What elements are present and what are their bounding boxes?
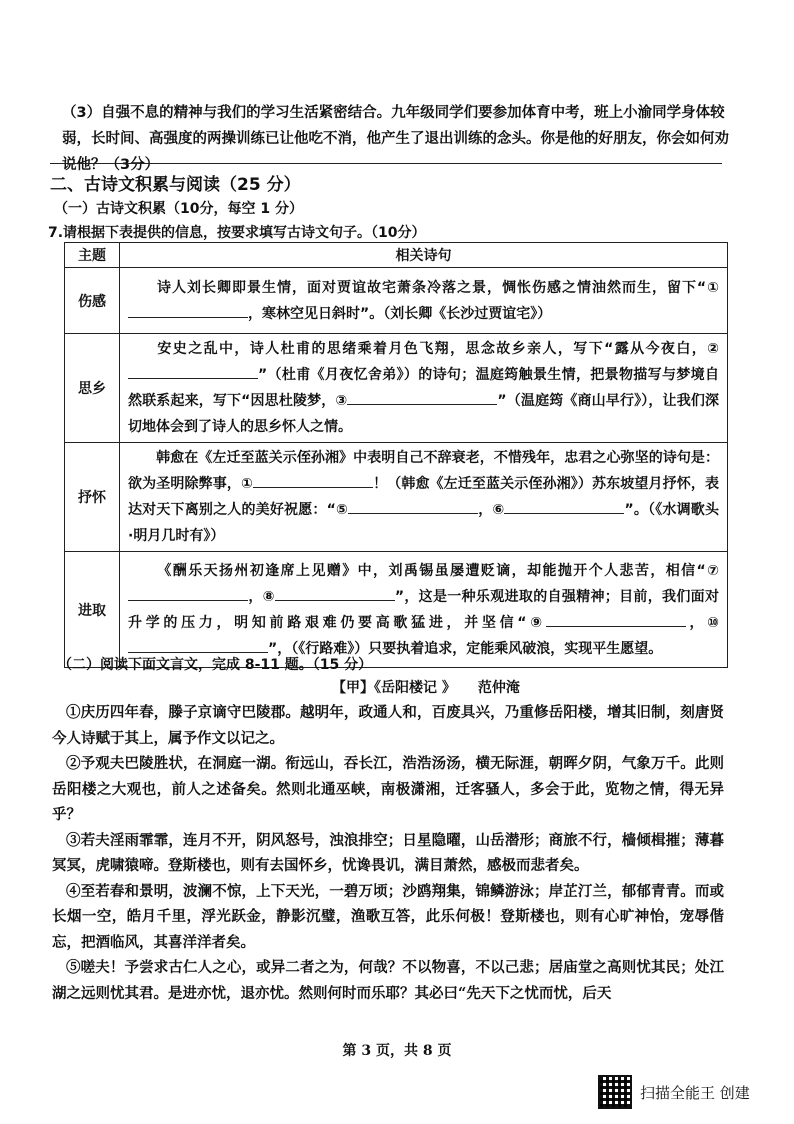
row-theme: 思乡 [65,334,120,443]
answer-blank[interactable] [253,471,373,488]
question-7-prompt: 7.请根据下表提供的信息，按要求填写古诗文句子。（10分） [48,225,426,241]
answer-blank[interactable] [128,584,248,601]
passage-paragraph: ④至若春和景明，波澜不惊，上下天光，一碧万顷；沙鸥翔集，锦鳞游泳；岸芷汀兰，郁郁青青。而或长烟一空，皓月千里，浮光跃金，静影沉璧，渔歌互答，此乐何极！登斯楼也，则有心旷神怡，宠辱偕忘，把酒临风，其喜洋洋者矣。 [52,882,724,951]
scanner-watermark: 扫描全能王 创建 [640,1084,750,1102]
section-2-title: 二、古诗文积累与阅读（25 分） [50,175,301,195]
answer-blank[interactable] [128,636,268,653]
answer-blank[interactable] [347,388,497,405]
row-text: ”（温庭筠《商山早行》），让我们深切地体会到了诗人的思乡怀人之情。 [128,393,719,435]
answer-blank[interactable] [504,497,624,514]
subsection-2-title: （二）阅读下面文言文，完成 8-11 题。（15 分） [58,657,373,673]
row-content [120,268,728,334]
row-theme: 抒怀 [65,443,120,552]
table-row [65,552,728,668]
poem-table [64,242,728,668]
passage-paragraph: ⑤嗟夫！予尝求古仁人之心，或异二者之为，何哉？不以物喜，不以己悲；居庙堂之高则忧其民；处江湖之远则忧其君。是进亦忧，退亦忧。然则何时而乐耶？其必曰“先天下之忧而忧，后天 [52,959,724,1002]
row-content [120,334,728,443]
table-row [65,334,728,443]
row-text: ，⑩ [685,614,719,631]
answer-blank[interactable] [348,497,478,514]
page-number: 第 3 页，共 8 页 [342,1043,452,1059]
row-theme: 进取 [65,552,120,668]
row-text: ，寒林空见日斜时”。（刘长卿《长沙过贾谊宅》） [248,305,552,322]
section-divider [50,163,722,164]
question-3-text: （3）自强不息的精神与我们的学习生活紧密结合。九年级同学们要参加体育中考，班上小渝同学身体较弱，长时间、高强度的两操训练已让他吃不消，他产生了退出训练的念头。你是他的好朋友，你会如何劝说他？（3分） [62,105,729,173]
table-row [65,443,728,552]
row-theme: 伤感 [65,268,120,334]
row-text: ”。（《水调歌头·明月几时有》） [128,502,719,544]
table-header-row [65,243,728,268]
row-text: 韩愈在《左迁至蓝关示侄孙湘》中表明自己不辞衰老，不惜残年，忠君之心弥坚的诗句是：欲为圣明除弊事，① [128,450,719,492]
table-row [65,268,728,334]
subsection-1-title: （一）古诗文积累（10分，每空 1 分） [54,201,303,217]
row-text: ”（杜甫《月夜忆舍弟》）的诗句；温庭筠触景生情，把景物描写与梦境自然联系起来，写下“因思杜陵梦，③ [128,367,719,409]
passage-body [52,700,724,1006]
passage-paragraph: ②予观夫巴陵胜状，在洞庭一湖。衔远山，吞长江，浩浩汤汤，横无际涯，朝晖夕阴，气象万千。此则岳阳楼之大观也，前人之述备矣。然则北通巫峡，南极潇湘，迁客骚人，多会于此，览物之情，得无异乎？ [52,755,724,823]
passage-paragraph: ③若夫淫雨霏霏，连月不开，阴风怒号，浊浪排空；日星隐曜，山岳潜形；商旅不行，樯倾楫摧；薄暮冥冥，虎啸猿啼。登斯楼也，则有去国怀乡，忧谗畏讥，满目萧然，感极而悲者矣。 [52,831,724,874]
row-text: 《酬乐天扬州初逢席上见赠》中，刘禹锡虽屡遭贬谪，却能抛开个人悲苦，相信“⑦ [156,562,719,579]
passage-author: 范仲淹 [477,680,520,696]
answer-blank[interactable] [546,610,686,627]
passage-title [332,677,520,697]
row-text: 安史之乱中，诗人杜甫的思绪乘着月色飞翔，思念故乡亲人，写下“露从今夜白，② [156,341,719,357]
row-text: ，⑥ [478,502,505,518]
row-text: ”，（《行路难》）只要执着追求，定能乘风破浪，实现平生愿望。 [268,640,663,657]
answer-blank[interactable] [275,584,395,601]
passage-label: 【甲】《岳阳楼记 》 [332,680,456,696]
row-text: ！（韩愈《左迁至蓝关示侄孙湘》）苏东坡望月抒怀，表达对天下离别之人的美好祝愿：“⑤ [128,476,719,518]
row-text: 诗人刘长卿即景生情，面对贾谊故宅萧条冷落之景，惆怅伤感之情油然而生，留下“① [156,279,719,296]
row-content [120,552,728,668]
passage-paragraph: ①庆历四年春，滕子京谪守巴陵郡。越明年，政通人和，百废具兴，乃重修岳阳楼，增其旧制，刻唐贤今人诗赋于其上，属予作文以记之。 [52,704,724,747]
row-text: ”，这是一种乐观进取的自强精神；目前，我们面对升学的压力，明知前路艰难仍要高歌猛进，并坚信“⑨ [128,588,719,631]
row-content [120,443,728,552]
answer-blank[interactable] [128,362,258,379]
answer-blank[interactable] [128,301,248,318]
qr-code-icon [598,1075,632,1109]
header-content: 相关诗句 [120,243,728,268]
row-text: ，⑧ [248,588,275,605]
header-theme: 主题 [65,243,120,268]
